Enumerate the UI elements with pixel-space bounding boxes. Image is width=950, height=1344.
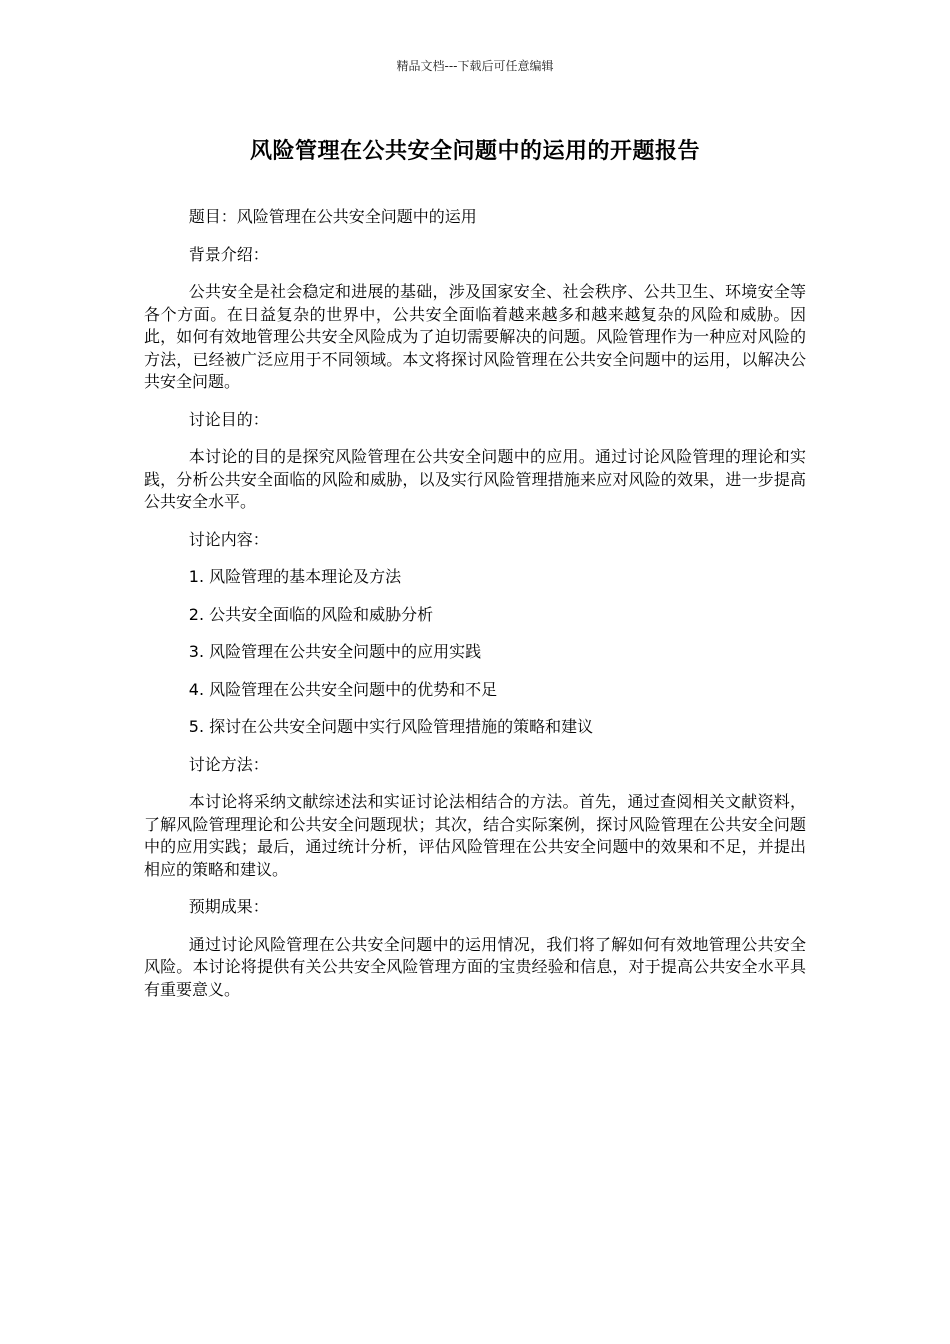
purpose-paragraph: 本讨论的目的是探究风险管理在公共安全问题中的应用。通过讨论风险管理的理论和实践，分析公共安全面临的风险和威胁，以及实行风险管理措施来应对风险的效果，进一步提高公共安全水平。 — [144, 447, 806, 511]
content-label: 讨论内容： — [188, 529, 269, 549]
page-header: 精品文档---下载后可任意编辑 — [396, 59, 554, 73]
content-list-item: 2. 公共安全面临的风险和威胁分析 — [188, 604, 434, 624]
document-title: 风险管理在公共安全问题中的运用的开题报告 — [249, 139, 700, 164]
background-label: 背景介绍： — [188, 244, 269, 264]
background-paragraph: 公共安全是社会稳定和进展的基础，涉及国家安全、社会秩序、公共卫生、环境安全等各个方面。在日益复杂的世界中，公共安全面临着越来越多和越来越复杂的风险和威胁。因此，如何有效地管理公共安全风险成为了迫切需要解决的问题。风险管理作为一种应对风险的方法，已经被广泛应用于不同领域。本文将探讨风险管理在公共安全问题中的运用，以解决公共安全问题。 — [144, 282, 806, 391]
document-body — [144, 206, 806, 1016]
purpose-label: 讨论目的： — [188, 409, 269, 429]
results-paragraph: 通过讨论风险管理在公共安全问题中的运用情况，我们将了解如何有效地管理公共安全风险。本讨论将提供有关公共安全风险管理方面的宝贵经验和信息，对于提高公共安全水平具有重要意义。 — [144, 934, 806, 999]
method-label: 讨论方法： — [188, 754, 269, 774]
topic-line: 题目：风险管理在公共安全问题中的运用 — [188, 207, 477, 226]
content-list-item: 5. 探讨在公共安全问题中实行风险管理措施的策略和建议 — [188, 717, 594, 736]
content-list-item: 1. 风险管理的基本理论及方法 — [188, 567, 402, 586]
method-paragraph: 本讨论将采纳文献综述法和实证讨论法相结合的方法。首先，通过查阅相关文献资料，了解风险管理理论和公共安全问题现状；其次，结合实际案例，探讨风险管理在公共安全问题中的应用实践；最后，通过统计分析，评估风险管理在公共安全问题中的效果和不足，并提出相应的策略和建议。 — [144, 792, 806, 879]
content-list-item: 4. 风险管理在公共安全问题中的优势和不足 — [188, 679, 498, 699]
content-list-item: 3. 风险管理在公共安全问题中的应用实践 — [188, 642, 482, 661]
results-label: 预期成果： — [188, 897, 269, 916]
